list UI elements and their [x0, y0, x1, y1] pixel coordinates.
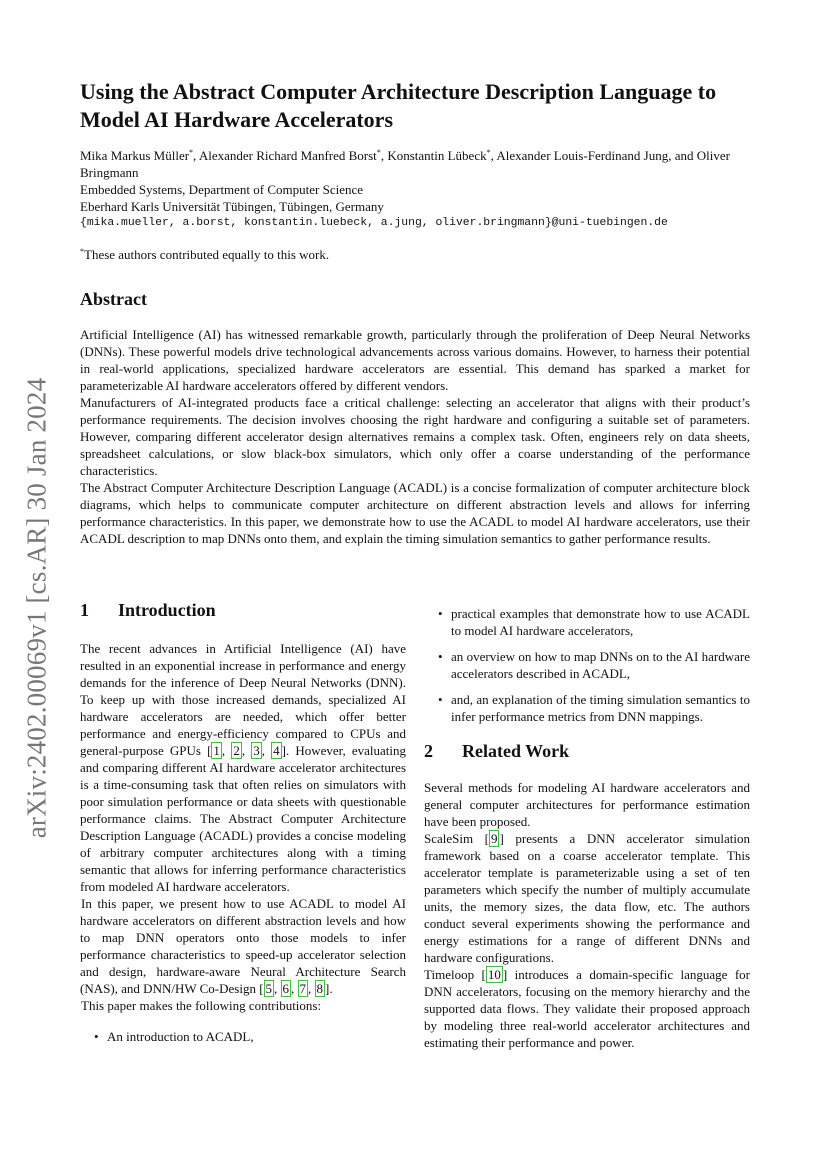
contribution-list: [80, 1028, 406, 1045]
introduction-heading: [80, 602, 406, 626]
list-item: • and, an explanation of the timing simulation semantics to infer performance metrics from DNN mappings.: [424, 691, 750, 725]
abstract-body: [80, 326, 750, 547]
intro-paragraph: This paper makes the following contributions:: [81, 998, 322, 1013]
right-column: [424, 605, 750, 1051]
paper-title: Using the Abstract Computer Architecture Description Language to Model AI Hardware Accelerators: [80, 79, 717, 132]
abstract-paragraph: Manufacturers of AI-integrated products face a critical challenge: selecting an accelerator that aligns with their product’s performance requirements. The decision involves choosing the right hardware and configuring a suitable set of parameters. However, comparing different accelerator design alternatives remains a complex task. Often, engineers rely on data sheets, spreadsheet calculations, or slow black-box simulators, which only offer a coarse understanding of the performance characteristics.: [80, 395, 750, 478]
equal-contribution-footnote: [80, 246, 752, 263]
author-emails: {mika.mueller, a.borst, konstantin.luebeck, a.jung, oliver.bringmann}@uni-tuebingen.de: [80, 217, 668, 229]
footnote-text: These authors contributed equally to this work.: [84, 247, 330, 262]
section-title: Introduction: [118, 600, 216, 620]
left-column: [80, 602, 406, 1045]
related-paragraph: Several methods for modeling AI hardware accelerators and general computer architectures for performance estimation have been proposed.: [424, 780, 750, 829]
affiliation-department: Embedded Systems, Department of Computer Science: [80, 182, 364, 197]
abstract-paragraph: Artificial Intelligence (AI) has witnessed remarkable growth, particularly through the proliferation of Deep Neural Networks (DNNs). These powerful models drive technological advancements across various domains. However, to harness their potential in real-world applications, specialized hardware accelerators are essential. This demand has sparked a market for parameterizable AI hardware accelerators offered by different vendors.: [80, 327, 750, 393]
list-item: • practical examples that demonstrate how to use ACADL to model AI hardware accelerators,: [424, 605, 750, 639]
author-block: [80, 147, 752, 232]
arxiv-identifier: arXiv:2402.00069v1 [cs.AR] 30 Jan 2024: [21, 377, 52, 839]
related-paragraph: Timeloop [ 10 ] introduces a domain-specific language for DNN accelerators, focusing on the memory hierarchy and the supported data flows. They validate their proposed approach by modeling three real-world accelerator architectures and estimating their performance and power.: [424, 967, 751, 1050]
abstract-paragraph: The Abstract Computer Architecture Description Language (ACADL) is a concise formalization of computer architecture block diagrams, which helps to communicate computer architecture on different abstraction levels and allows for inferring performance characteristics. In this paper, we demonstrate how to use the ACADL to model AI hardware accelerators, use their ACADL description to map DNNs onto them, and explain the timing simulation semantics to gather performance results.: [80, 480, 750, 546]
footnote-mark: *: [80, 247, 84, 256]
section-number: 1: [80, 600, 89, 620]
list-item: • an overview on how to map DNNs on to the AI hardware accelerators described in ACADL,: [424, 648, 750, 682]
related-work-heading: [424, 743, 750, 767]
contribution-list: [424, 605, 750, 725]
list-item: • An introduction to ACADL,: [80, 1028, 406, 1045]
section-title: Related Work: [462, 741, 570, 761]
intro-paragraph: The recent advances in Artificial Intelligence (AI) have resulted in an exponential increase in performance and energy demands for the inference of Deep Neural Networks (DNN). To keep up with those increased demands, specialized AI hardware accelerators are needed, which offer better performance and energy-efficiency compared to CPUs and general-purpose GPUs [ 1 , 2 , 3 , 4 ]. However, evaluating and comparing different AI hardware accelerator architectures is a time-consuming task that often relies on simulators with poor simulation performance or data sheets with questionable performance claims. The Abstract Computer Architecture Description Language (ACADL) provides a concise modeling of arbitrary computer architectures along with a timing semantic that allows for inferring performance characteristics from modeled AI hardware accelerators.: [80, 641, 407, 894]
abstract-heading: Abstract: [80, 289, 147, 309]
intro-paragraph: In this paper, we present how to use ACADL to model AI hardware accelerators on different abstraction levels and how to map DNN operators onto those models to infer performance characteristics to speed-up accelerator selection and design, hardware-aware Neural Architecture Search (NAS), and DNN/HW Co-Design [ 5 , 6 , 7 , 8 ].: [80, 896, 406, 996]
related-paragraph: ScaleSim [ 9 ] presents a DNN accelerator simulation framework based on a coarse accelerator template. This accelerator template is parameterizable using a set of ten parameters which specify the number of multiply accumulate units, the memory sizes, the data flow, etc. The authors conduct several experiments showing the performance and energy estimations for a range of different DNNs and hardware configurations.: [424, 831, 750, 965]
arxiv-stamp: [14, 368, 60, 848]
affiliation-university: Eberhard Karls Universität Tübingen, Tübingen, Germany: [80, 199, 384, 214]
author-names: Mika Markus Müller*, Alexander Richard Manfred Borst*, Konstantin Lübeck*, Alexander Louis-Ferdinand Jung, and Oliver Bringmann: [80, 148, 730, 180]
section-number: 2: [424, 741, 433, 761]
